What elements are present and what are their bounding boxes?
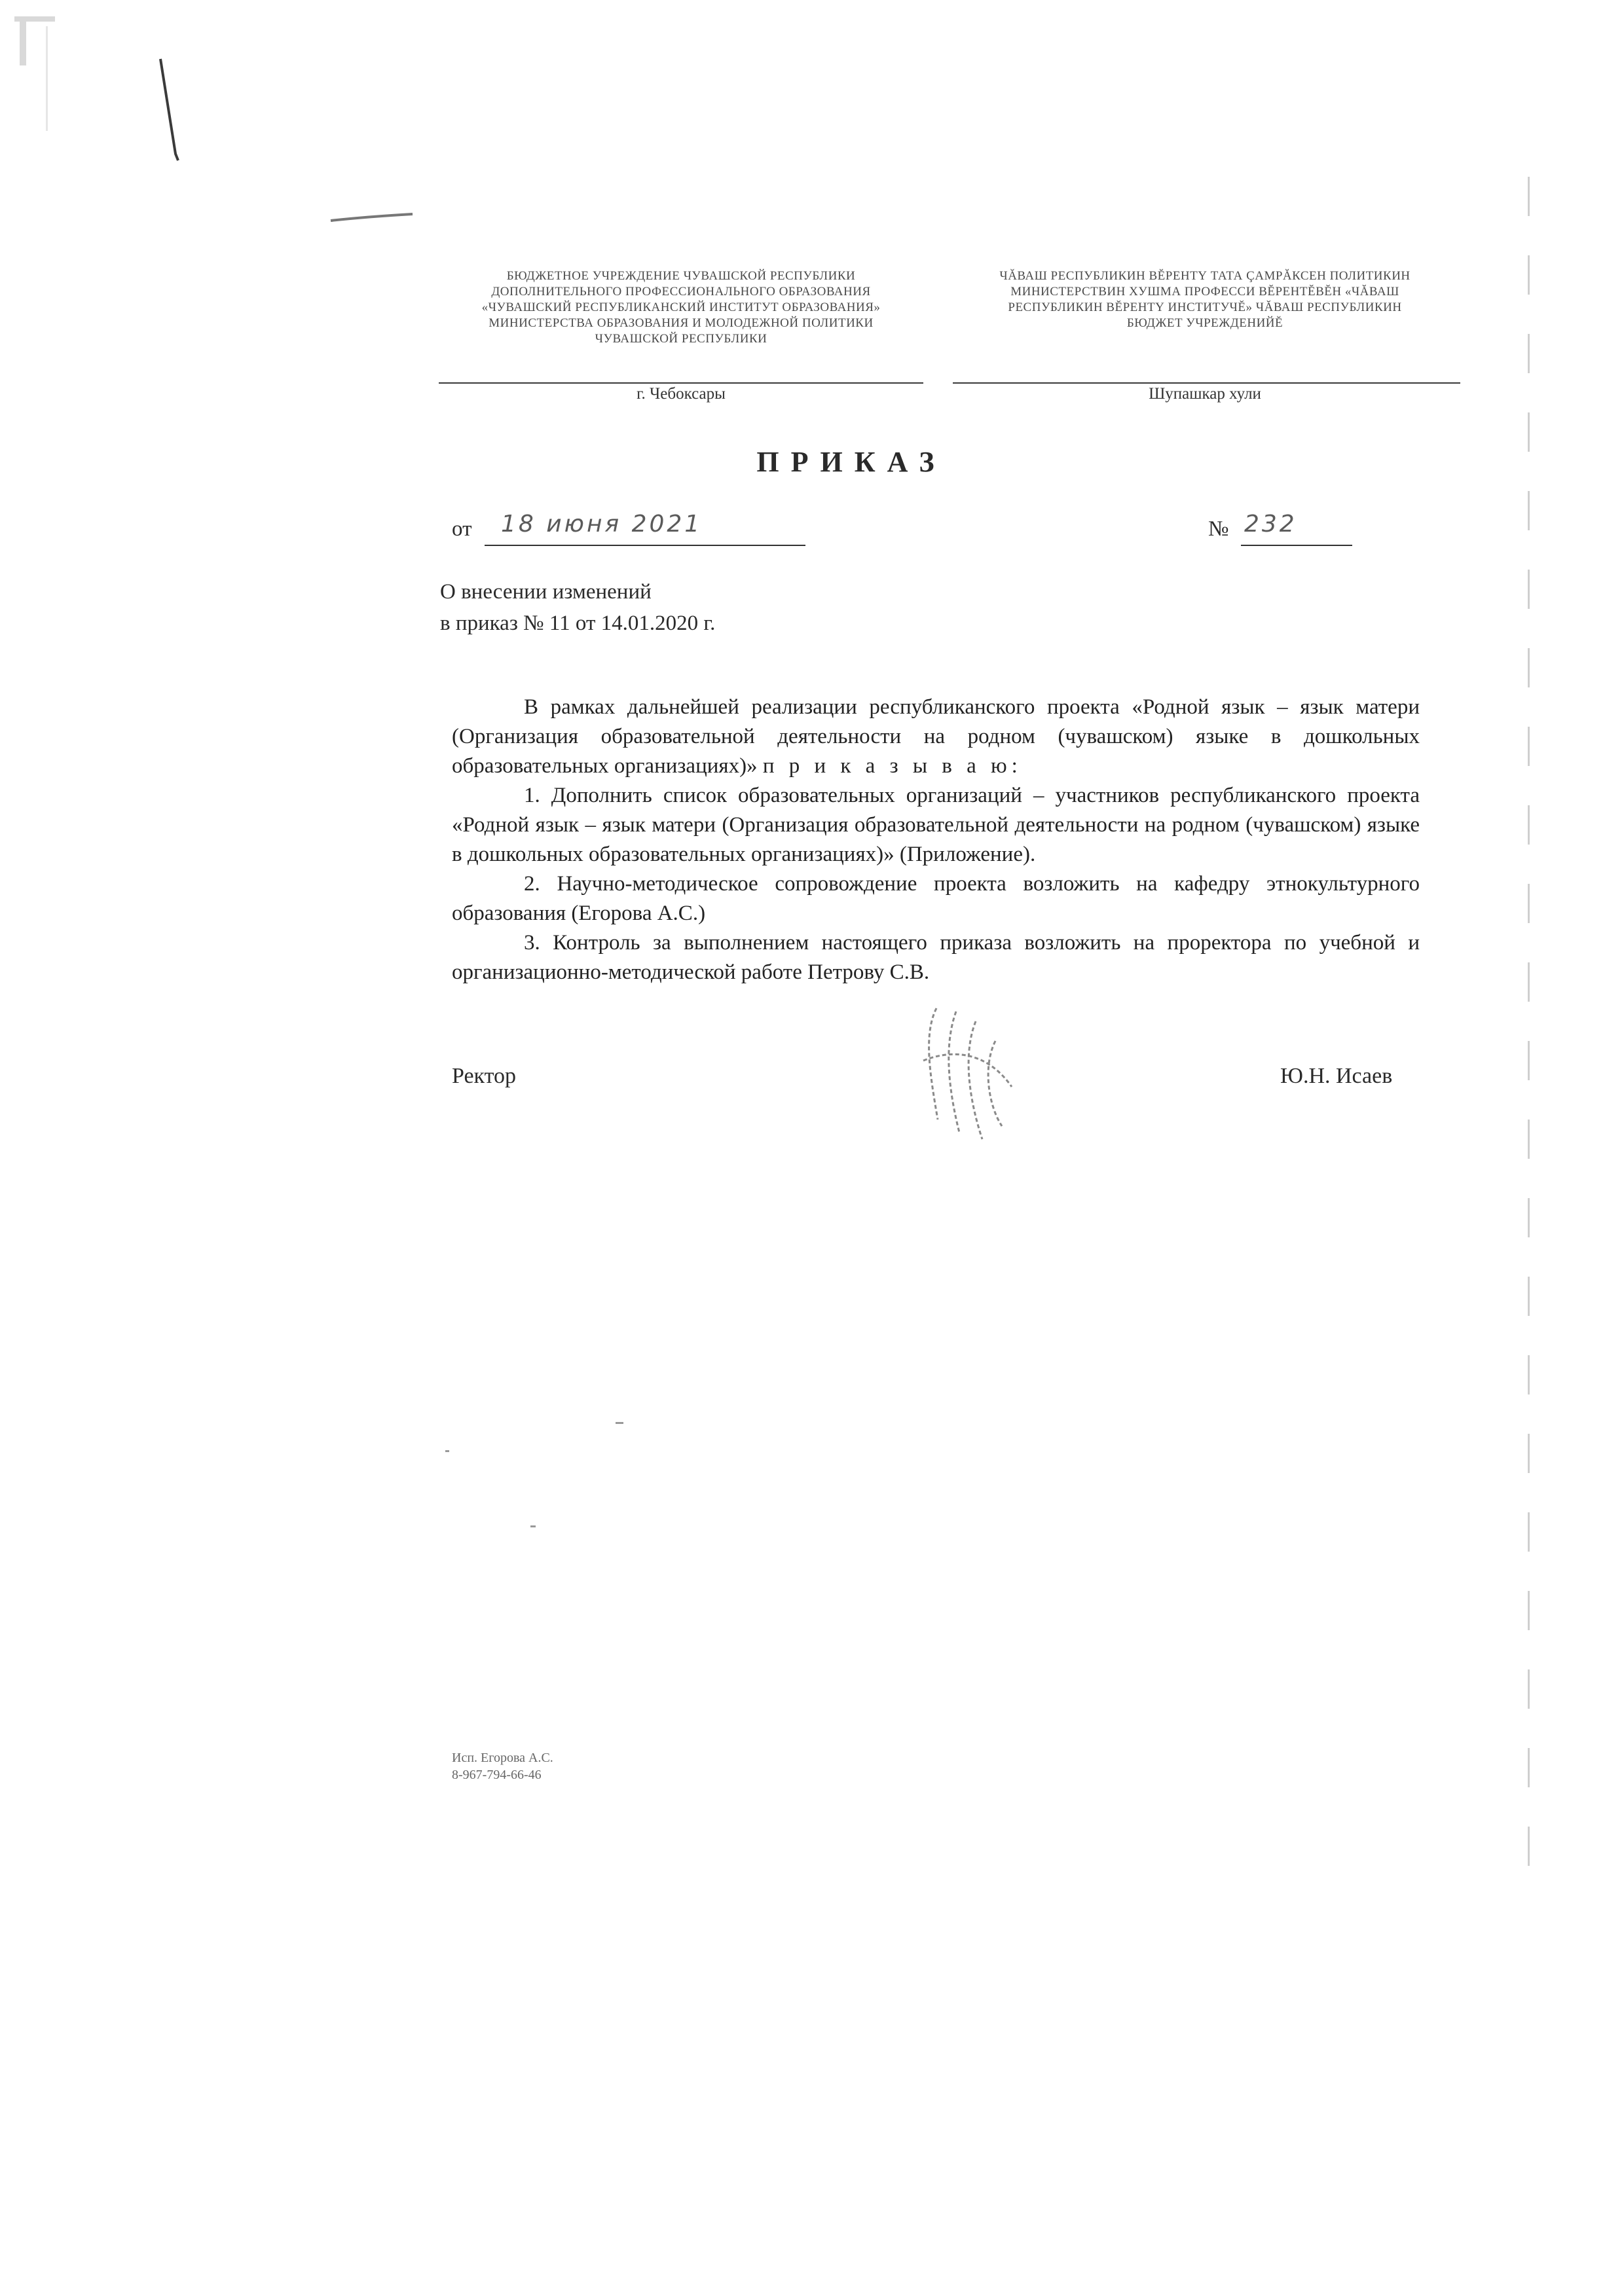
scan-artifact-edge-strip <box>46 26 48 131</box>
signer-position: Ректор <box>452 1064 517 1088</box>
document-subject <box>440 576 715 639</box>
city-russian: г. Чебоксары <box>637 385 726 403</box>
header-left-line-4: МИНИСТЕРСТВА ОБРАЗОВАНИЯ И МОЛОДЕЖНОЙ ПОЛИТИКИ <box>489 316 874 330</box>
signer-name: Ю.Н. Исаев <box>1280 1064 1393 1088</box>
number-value-handwritten: 232 <box>1244 511 1297 538</box>
subject-line-2: в приказ № 11 от 14.01.2020 г. <box>440 611 716 635</box>
body-item-2: 2. Научно-методическое сопровождение проекта возложить на кафедру этнокультурного образования (Егорова А.С.) <box>452 872 1420 925</box>
body-item-3: 3. Контроль за выполнением настоящего приказа возложить на проректора по учебной и организационно-методической работе Петрову С.В. <box>452 931 1420 984</box>
pen-stroke-mark <box>151 56 190 167</box>
header-left-line-5: ЧУВАШСКОЙ РЕСПУБЛИКИ <box>595 332 767 346</box>
header-right-line-2: МИНИСТЕРСТВИН ХУШМА ПРОФЕССИ ВĔРЕНТĔВĔН «ЧĂВАШ <box>1010 285 1399 299</box>
document-title: ПРИКАЗ <box>756 446 946 478</box>
scan-artifact-right-edge <box>1528 177 1530 1879</box>
header-right-line-1: ЧĂВАШ РЕСПУБЛИКИН ВĔРЕНТҮ ТАТА ÇАМРĂКСЕН ПОЛИТИКИН <box>999 269 1411 283</box>
scan-dot-1 <box>616 1422 623 1424</box>
pen-dash-mark <box>327 206 419 226</box>
date-underline <box>485 545 805 546</box>
executor-info <box>452 1749 553 1783</box>
body-intro-paragraph <box>452 693 1420 781</box>
subject-line-1: О внесении изменений <box>440 580 652 604</box>
executor-name: Исп. Егорова А.С. <box>452 1751 553 1765</box>
header-institution-russian <box>439 268 923 347</box>
handwritten-signature <box>897 995 1028 1159</box>
header-institution-chuvash <box>953 268 1457 331</box>
body-order-word: п р и к а з ы в а ю: <box>762 754 1022 778</box>
scan-dot-3 <box>530 1525 536 1527</box>
executor-phone: 8-967-794-66-46 <box>452 1768 542 1782</box>
document-body <box>452 693 1420 987</box>
number-label: № <box>1208 517 1229 541</box>
header-left-line-2: ДОПОЛНИТЕЛЬНОГО ПРОФЕССИОНАЛЬНОГО ОБРАЗОВАНИЯ <box>491 285 871 299</box>
body-item-1: 1. Дополнить список образовательных организаций – участников республиканского проекта «Родной язык – язык матери (Организация образовательной деятельности на родном (чувашском) языке в дошкольных образовательных организациях)» (Приложение). <box>452 784 1420 866</box>
number-underline <box>1241 545 1352 546</box>
header-left-line-1: БЮДЖЕТНОЕ УЧРЕЖДЕНИЕ ЧУВАШСКОЙ РЕСПУБЛИКИ <box>506 269 856 283</box>
scan-artifact-corner-vertical <box>20 16 26 65</box>
date-value-handwritten: 18 июня 2021 <box>501 511 703 538</box>
scan-dot-2 <box>445 1450 449 1452</box>
body-intro: В рамках дальнейшей реализации республиканского проекта «Родной язык – язык матери (Организация образовательной деятельности на родном (чувашском) языке в дошкольных образовательных организациях)» <box>452 695 1420 778</box>
date-prefix: от <box>452 517 472 541</box>
header-divider-right <box>953 382 1460 384</box>
header-divider-left <box>439 382 923 384</box>
header-left-line-3: «ЧУВАШСКИЙ РЕСПУБЛИКАНСКИЙ ИНСТИТУТ ОБРАЗОВАНИЯ» <box>481 301 881 314</box>
header-right-line-4: БЮДЖЕТ УЧРЕЖДЕНИЙĔ <box>1126 316 1283 330</box>
header-right-line-3: РЕСПУБЛИКИН ВĔРЕНТҮ ИНСТИТУЧĔ» ЧĂВАШ РЕСПУБЛИКИН <box>1008 301 1402 314</box>
city-chuvash: Шупашкар хули <box>1149 385 1261 403</box>
